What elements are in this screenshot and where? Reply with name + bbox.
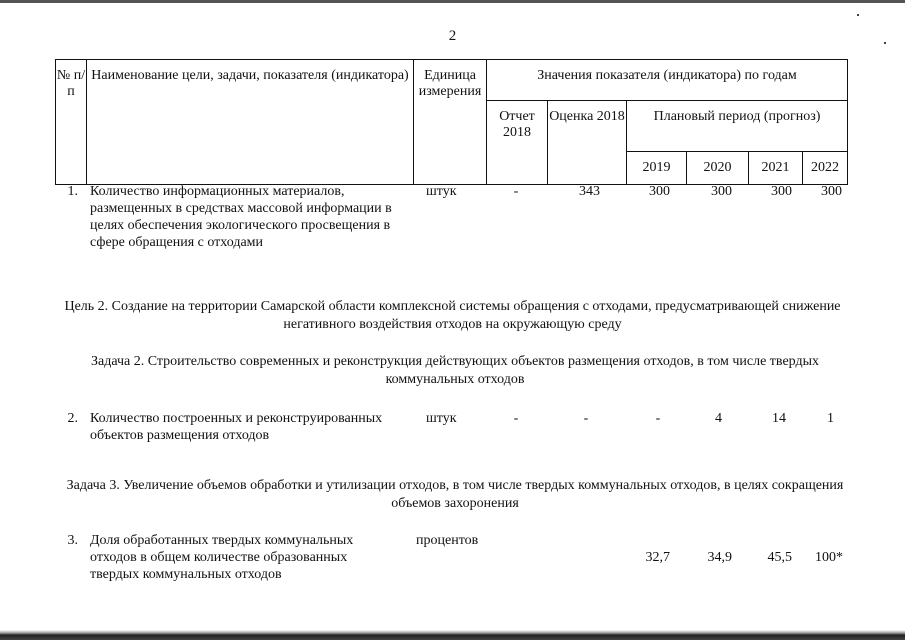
row-1-2020: 300 (711, 184, 732, 199)
row-2-2021: 14 (772, 411, 786, 426)
row-1-2019: 300 (649, 184, 670, 199)
row-2-unit: штук (426, 411, 457, 426)
row-1-2022: 300 (821, 184, 842, 199)
row-3-num: 3. (67, 533, 78, 548)
header-unit: Единица измерения (414, 60, 487, 185)
row-1-name: Количество информационных материалов, размещенных в средствах массовой информации в целях обеспечения экологического просвещения в сфере обращения с отходами (90, 184, 392, 250)
header-name: Наименование цели, задачи, показателя (индикатора) (87, 60, 414, 185)
row-2-2019: - (655, 411, 661, 426)
row-2-estimate-2018: - (583, 411, 589, 426)
header-table (55, 59, 848, 185)
scan-edge-top (0, 0, 905, 3)
header-plan-period: Плановый период (прогноз) (627, 101, 848, 152)
header-values-by-year: Значения показателя (индикатора) по годам (487, 60, 848, 101)
task-3-heading: Задача 3. Увеличение объемов обработки и утилизации отходов, в том числе твердых коммунальных отходов, в целях сокращения объемов захоронения (66, 478, 844, 511)
task-2-heading: Задача 2. Строительство современных и реконструкция действующих объектов размещения отходов, в том числе твердых коммунальных отходов (90, 354, 820, 387)
header-year-2020: 2020 (687, 152, 749, 185)
row-3-2020: 34,9 (707, 550, 732, 565)
row-1-estimate-2018: 343 (579, 184, 600, 199)
row-2-2020: 4 (715, 411, 722, 426)
scan-speck (857, 14, 859, 16)
row-2-2022: 1 (827, 411, 834, 426)
row-3-2021: 45,5 (767, 550, 792, 565)
row-2-num: 2. (67, 411, 78, 426)
header-report-2018: Отчет 2018 (487, 101, 548, 185)
row-1-num: 1. (67, 184, 78, 199)
scan-edge-bottom (0, 630, 905, 640)
header-year-2019: 2019 (627, 152, 687, 185)
header-year-2021: 2021 (749, 152, 803, 185)
row-3-2022: 100* (815, 550, 843, 565)
goal-2-heading: Цель 2. Создание на территории Самарской области комплексной системы обращения с отходами, предусматривающей снижение негативного воздействия отходов на окружающую среду (64, 299, 841, 332)
header-year-2022: 2022 (803, 152, 848, 185)
row-2-report-2018: - (513, 411, 519, 426)
row-1-report-2018: - (513, 184, 519, 199)
header-num: № п/п (56, 60, 87, 185)
row-1-2021: 300 (771, 184, 792, 199)
row-3-2019: 32,7 (645, 550, 670, 565)
row-3-name: Доля обработанных твердых коммунальных отходов в общем количестве образованных твердых коммунальных отходов (90, 533, 354, 582)
row-3-unit: процентов (416, 533, 479, 548)
header-estimate-2018: Оценка 2018 (548, 101, 627, 185)
page-number: 2 (448, 28, 457, 44)
row-2-name: Количество построенных и реконструированных объектов размещения отходов (90, 411, 383, 443)
row-1-unit: штук (426, 184, 457, 199)
